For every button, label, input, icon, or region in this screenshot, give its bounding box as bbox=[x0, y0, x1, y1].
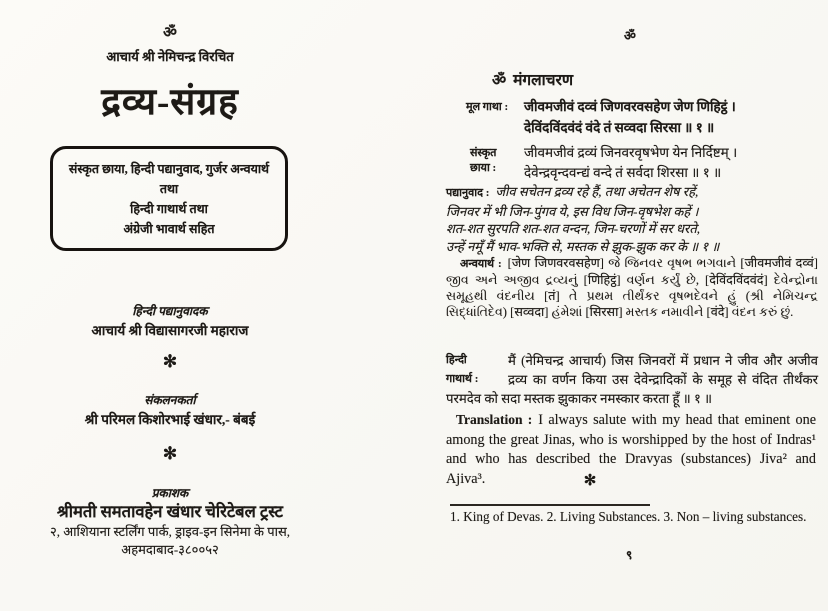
om-icon: ॐ bbox=[492, 72, 507, 89]
padyanuvad-label: पद्यानुवाद : bbox=[446, 187, 490, 199]
feature-box-line: अंग्रेजी भावार्थ सहित bbox=[123, 222, 215, 236]
feature-box bbox=[50, 146, 288, 251]
left-page bbox=[0, 0, 340, 611]
translator-name: आचार्य श्री विद्यासागरजी महाराज bbox=[91, 323, 249, 338]
footnote: 1. King of Devas. 2. Living Substances. 3. Non – living substances. bbox=[450, 509, 807, 524]
verse-line-text: जीव सचेतन द्रव्य रहे हैं, तथा अचेतन शेष रहें, bbox=[495, 184, 699, 199]
gatharth-label bbox=[446, 351, 508, 389]
section-heading-text: मंगलाचरण bbox=[513, 72, 574, 89]
om-icon: ॐ bbox=[624, 28, 636, 43]
asterisk-separator-icon: ✻ bbox=[162, 352, 178, 371]
label-line: गाथार्थ : bbox=[446, 373, 479, 385]
publisher-city: अहमदाबाद-३८००५२ bbox=[121, 542, 219, 557]
gatha-line: देविंदविंदवंदं वंदे तं सव्वदा सिरसा ॥ १ ॥ bbox=[524, 120, 715, 135]
compiler-label: संकलनकर्ता bbox=[144, 393, 196, 407]
verse-line: जिनवर में भी जिन-पुंगव ये, इस विध जिन-वृषभेश कहें । bbox=[446, 203, 699, 219]
compiler-name: श्री परिमल किशोरभाई खंधार,- बंबई bbox=[84, 412, 256, 427]
sanskrit-chhaya-label bbox=[470, 146, 524, 176]
anvayarth-paragraph bbox=[446, 256, 818, 321]
translation-label: Translation : bbox=[456, 412, 533, 427]
gatha-line: जीवमजीवं दव्वं जिणवरवसहेण जेण णिहिट्ठं । bbox=[524, 99, 736, 114]
asterisk-separator-icon: ✻ bbox=[162, 444, 178, 463]
translation-paragraph bbox=[446, 410, 816, 489]
padyanuvad-verse bbox=[446, 183, 818, 255]
section-heading bbox=[492, 68, 573, 90]
translator-label: हिन्दी पद्यानुवादक bbox=[132, 304, 208, 318]
book-title: द्रव्य-संग्रह bbox=[101, 82, 239, 123]
chhaya-line: जीवमजीवं द्रव्यं जिनवरवृषभेण येन निर्दिष्टम् । bbox=[524, 145, 738, 160]
gatharth-paragraph bbox=[446, 351, 818, 408]
right-page bbox=[440, 0, 820, 611]
anvayarth-label: अन्वयार्थ : bbox=[460, 258, 502, 270]
translation-text: I always salute with my head that eminent one among the great Jinas, who is worshipped by the host of Indras¹ and who has described the Dravyas (substances) Jiva² and Ajiva³. bbox=[446, 412, 816, 487]
feature-box-line: संस्कृत छाया, हिन्दी पद्यानुवाद, गुर्जर अन्वयार्थ तथा bbox=[68, 162, 270, 196]
page-number: ९ bbox=[626, 548, 633, 562]
label-line: संस्कृत bbox=[470, 147, 497, 159]
sanskrit-chhaya-verse bbox=[524, 143, 737, 183]
asterisk-separator-icon: ✻ bbox=[583, 473, 597, 489]
publisher-name: श्रीमती समतावहेन खंधार चेरिटेबल ट्रस्ट bbox=[57, 502, 283, 521]
author-byline: आचार्य श्री नेमिचन्द्र विरचित bbox=[106, 49, 234, 64]
verse-line: उन्हें नमूँ मैं भाव-भक्ति से, मस्तक से झुक-झुक कर के ॥ १ ॥ bbox=[446, 238, 720, 254]
verse-line bbox=[446, 183, 818, 203]
mool-gatha-verse bbox=[524, 96, 736, 138]
publisher-address: २, आशियाना स्टर्लिंग पार्क, ड्राइव-इन सिनेमा के पास, bbox=[50, 524, 290, 539]
chhaya-line: देवेन्द्रवृन्दवन्द्यं वन्दे तं सर्वदा शिरसा ॥ १ ॥ bbox=[524, 165, 722, 180]
label-line: छाया : bbox=[470, 162, 497, 174]
footnote-rule bbox=[450, 504, 650, 506]
om-icon: ॐ bbox=[163, 25, 177, 41]
publisher-label: प्रकाशक bbox=[151, 486, 189, 500]
feature-box-line: हिन्दी गाथार्थ तथा bbox=[130, 202, 208, 216]
mool-gatha-label: मूल गाथा : bbox=[466, 101, 509, 113]
label-line: हिन्दी bbox=[446, 354, 467, 366]
gatharth-text: मैं (नेमिचन्द्र आचार्य) जिस जिनवरों में प्रधान ने जीव और अजीव द्रव्य का वर्णन किया उस देवेन्द्रादिकों के समूह से वंदित तीर्थंकर परमदेव को सदा मस्तक झुकाकर नमस्कार करता हूँ ॥ १ ॥ bbox=[446, 353, 818, 406]
verse-line: शत-शत सुरपति शत-शत वन्दन, जिन-चरणों में सर धरते, bbox=[446, 221, 701, 236]
anvayarth-text: [जेण जिणवरवसहेण] જે જિનવર વૃષભ ભગવાને [जीवमजीवं दव्वं] જીવ અને અજીવ દ્રવ્યનું [णिहिट्ठं] વર્ણન કર્યું છે, [देविंदविंदवंदं] દેવેન્દ્રોના સમૂહથી વંદનીય [तं] તે પ્રથમ તીર્થંકર વૃષભદેવને હું (શ્રી નેમિચન્દ્ર સિદ્ધાંતિદેવ) [सव्वदा] હંમેશાં [सिरसा] મસ્તક નમાવીને [वंदे] વંદન કરું છું. bbox=[446, 256, 819, 319]
